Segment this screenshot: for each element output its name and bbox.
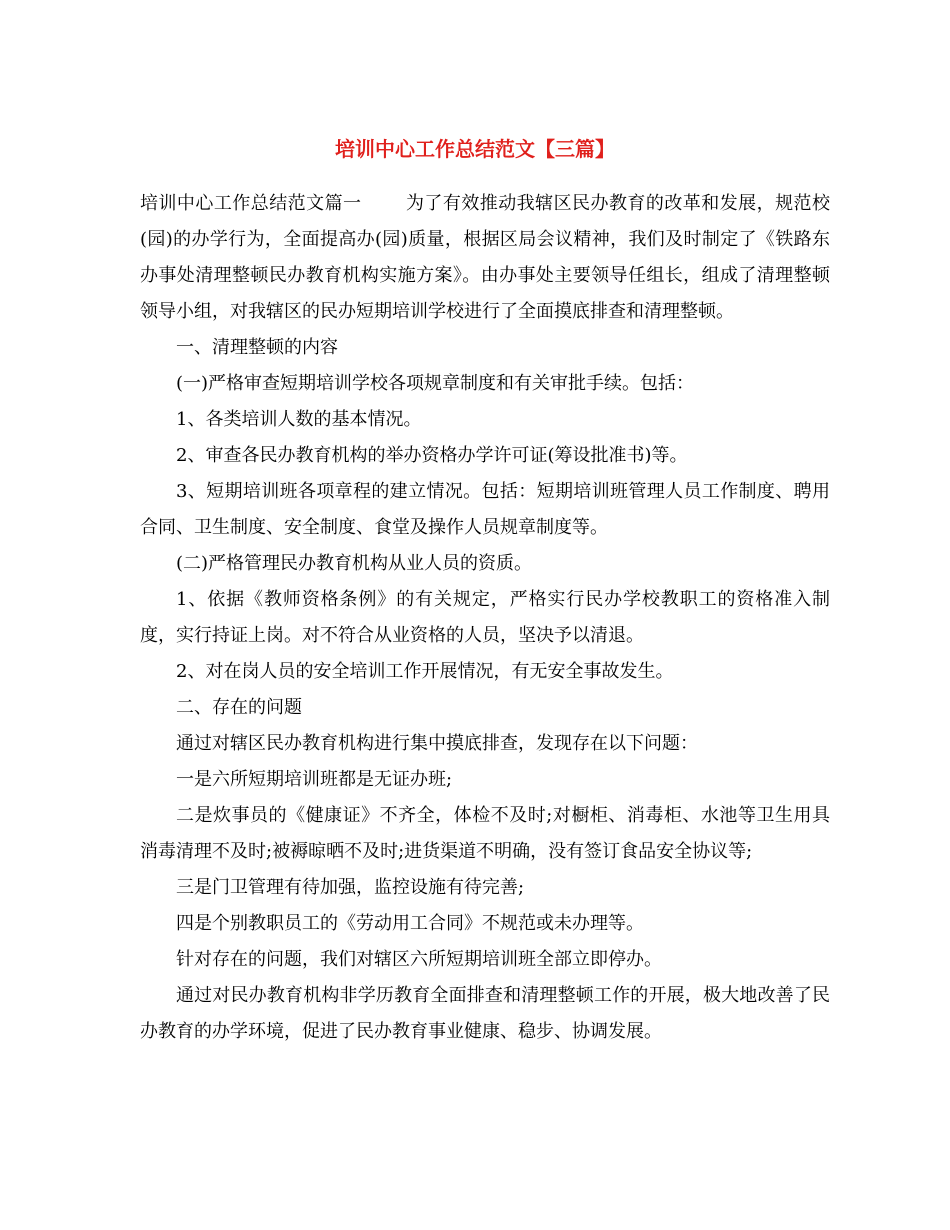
problem-item: 三是门卫管理有待加强，监控设施有待完善; [176,877,525,898]
subheading-staff: (二)严格管理民办教育机构从业人员的资质。 [176,553,533,574]
list-item: 1、各类培训人数的基本情况。 [176,409,422,430]
list-item: 2、审查各民办教育机构的举办资格办学许可证(筹设批准书)等。 [176,445,688,466]
intro-paragraph [140,186,830,330]
problem-item: 二是炊事员的《健康证》不齐全，体检不及时;对橱柜、消毒柜、水池等卫生用具消毒清理不及时;被褥晾晒不及时;进货渠道不明确，没有签订食品安全协议等; [140,805,830,862]
intro-text: 为了有效推动我辖区民办教育的改革和发展，规范校(园)的办学行为，全面提高办(园)质量，根据区局会议精神，我们及时制定了《铁路东办事处清理整顿民办教育机构实施方案》。由办事处主要领导任组长，组成了清理整顿领导小组，对我辖区的民办短期培训学校进行了全面摸底排查和清理整顿。 [140,193,830,322]
list-item: 2、对在岗人员的安全培训工作开展情况，有无安全事故发生。 [176,661,674,682]
document-title: 培训中心工作总结范文【三篇】 [335,137,615,161]
problem-item: 四是个别教职员工的《劳动用工合同》不规范或未办理等。 [176,913,644,934]
list-item: 1、依据《教师资格条例》的有关规定，严格实行民办学校教职工的资格准入制度，实行持证上岗。对不符合从业资格的人员，坚决予以清退。 [140,589,830,646]
paragraph: 通过对辖区民办教育机构进行集中摸底排查，发现存在以下问题： [176,733,698,754]
document-body [140,186,830,1050]
subheading-regulations: (一)严格审查短期培训学校各项规章制度和有关审批手续。包括： [176,373,695,394]
problem-item: 一是六所短期培训班都是无证办班; [176,769,453,790]
section-heading: 培训中心工作总结范文篇一 [140,193,362,214]
list-item: 3、短期培训班各项章程的建立情况。包括：短期培训班管理人员工作制度、聘用合同、卫生制度、安全制度、食堂及操作人员规章制度等。 [140,481,830,538]
conclusion-paragraph: 通过对民办教育机构非学历教育全面排查和清理整顿工作的开展，极大地改善了民办教育的办学环境，促进了民办教育事业健康、稳步、协调发展。 [140,985,830,1042]
paragraph: 针对存在的问题，我们对辖区六所短期培训班全部立即停办。 [176,949,662,970]
heading-problems: 二、存在的问题 [176,697,302,718]
heading-contents: 一、清理整顿的内容 [176,337,338,358]
